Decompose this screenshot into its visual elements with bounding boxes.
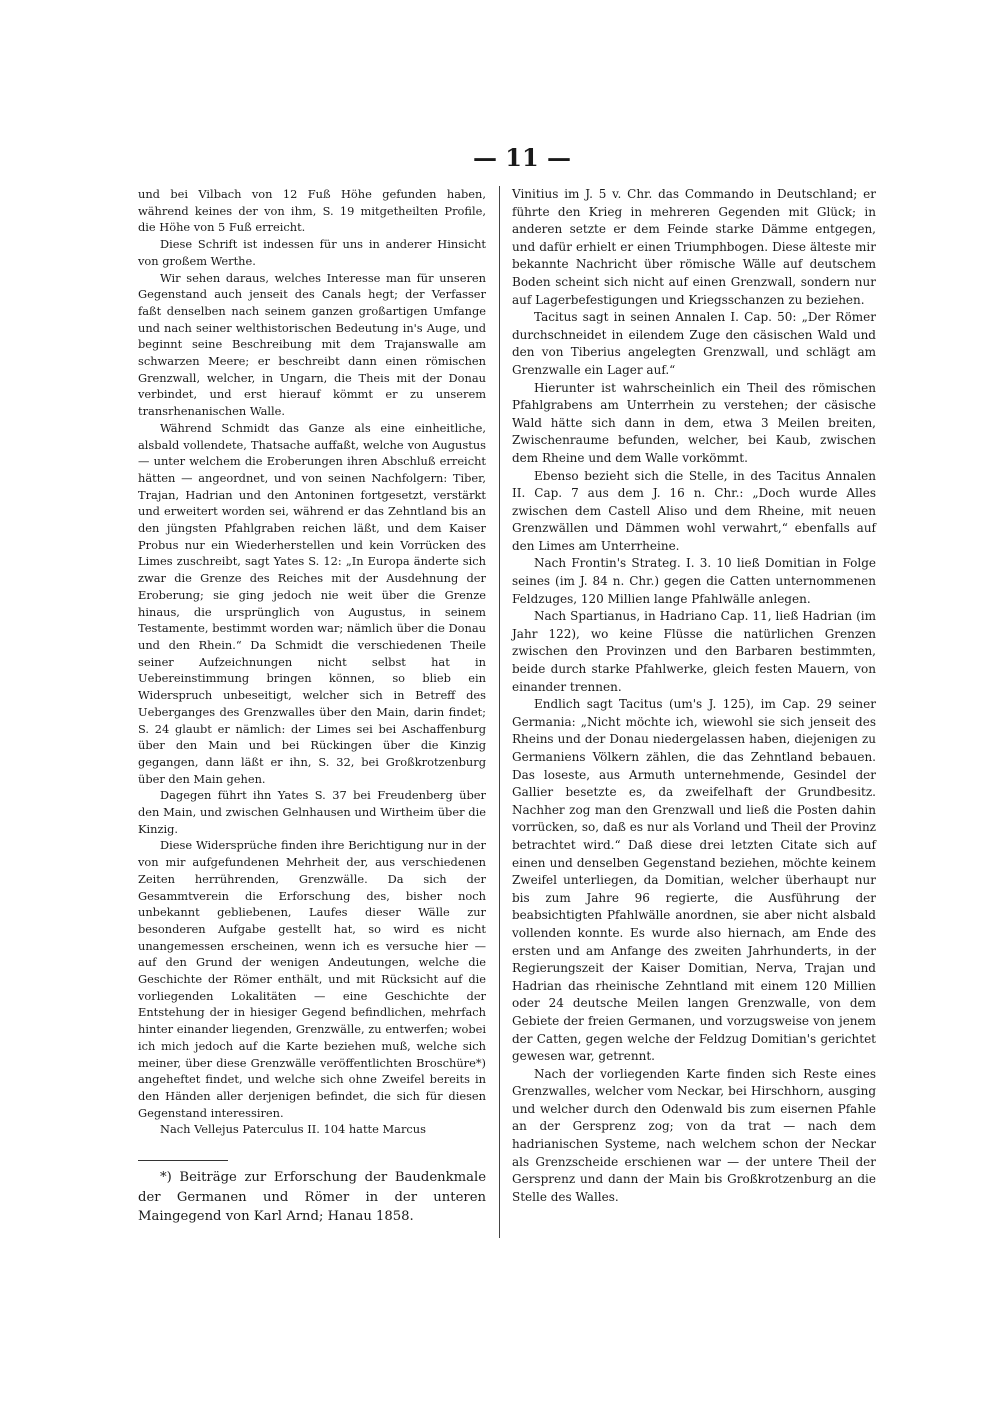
paragraph: Hierunter ist wahrscheinlich ein Theil des römischen Pfahlgrabens am Unterrhein zu verstehen; der cäsische Wald hätte sich dann in dem, etwa 3 Meilen breiten, Zwischenraume befunden, welcher, bei Kaub, zwischen dem Rheine und dem Walle vorkömmt.: [512, 380, 876, 465]
paragraph: Nach Frontin's Strateg. I. 3. 10 ließ Domitian in Folge seines (im J. 84 n. Chr.) gegen die Catten unternommenen Feldzuges, 120 Millien lange Pfahlwälle anlegen.: [512, 556, 876, 606]
paragraph: Ebenso bezieht sich die Stelle, in des Tacitus Annalen II. Cap. 7 aus dem J. 16 n. Chr.: „Doch wurde Alles zwischen dem Castell Aliso und dem Rheine, mit neuen Grenzwällen und Dämmen wohl verwahrt,“ ebenfalls auf den Limes am Unterrheine.: [512, 468, 876, 553]
footnote-rule: [138, 1160, 228, 1161]
paragraph: Vinitius im J. 5 v. Chr. das Commando in Deutschland; er führte den Krieg in mehreren Gegenden mit Glück; in anderen setzte er dem Feinde starke Dämme entgegen, und dafür erhielt er einen Triumphbogen. Diese älteste mir bekannte Nachricht über römische Wälle auf deutschem Boden scheint sich nicht auf einen Grenzwall, sondern nur auf Lagerbefestigungen und Kriegsschanzen zu beziehen.: [512, 187, 876, 307]
right-column: [512, 186, 876, 1206]
column-divider: [499, 186, 500, 1238]
left-column: [138, 186, 486, 1138]
paragraph: Diese Schrift ist indessen für uns in anderer Hinsicht von großem Werthe.: [138, 237, 486, 268]
paragraph: und bei Vilbach von 12 Fuß Höhe gefunden haben, während keines der von ihm, S. 19 mitgetheilten Profile, die Höhe von 5 Fuß erreicht.: [138, 187, 486, 235]
paragraph: Nach Spartianus, in Hadriano Cap. 11, ließ Hadrian (im Jahr 122), wo keine Flüsse die natürlichen Grenzen zwischen den Provinzen und den Barbaren bestimmten, beide durch starke Pfahlwerke, gleich festen Mauern, von einander trennen.: [512, 609, 876, 694]
paragraph: Wir sehen daraus, welches Interesse man für unseren Gegenstand auch jenseit des Canals hegt; der Verfasser faßt denselben nach seinem ganzen großartigen Umfange und nach seiner welthistorischen Bedeutung in's Auge, und beginnt seine Beschreibung mit dem Trajanswalle am schwarzen Meere; er beschreibt dann einen römischen Grenzwall, welcher, in Ungarn, die Theis mit der Donau verbindet, und erst hierauf kömmt er zu unserem transrhenanischen Walle.: [138, 270, 486, 419]
paragraph: Nach Vellejus Paterculus II. 104 hatte Marcus: [160, 1122, 426, 1137]
paragraph: Nach der vorliegenden Karte finden sich Reste eines Grenzwalles, welcher vom Neckar, bei Hirschhorn, ausging und welcher durch den Odenwald bis zum eisernen Pfahle an der Gersprenz zog; von da trat — nach dem hadrianischen Systeme, nach welchem schon der Neckar als Grenzscheide erschienen war — der untere Theil der Gersprenz und dann der Main bis Großkrotzenburg an die Stelle des Walles.: [512, 1066, 876, 1204]
paragraph: Dagegen führt ihn Yates S. 37 bei Freudenberg über den Main, und zwischen Gelnhausen und Wirtheim über die Kinzig.: [138, 788, 486, 836]
paragraph: Tacitus sagt in seinen Annalen I. Cap. 50: „Der Römer durchschneidet in eilendem Zuge den cäsischen Wald und den von Tiberius angelegten Grenzwall, und schlägt am Grenzwalle ein Lager auf.“: [512, 310, 876, 377]
paragraph: Endlich sagt Tacitus (um's J. 125), im Cap. 29 seiner Germania: „Nicht möchte ich, wiewohl sie sich jenseit des Rheins und der Donau niedergelassen haben, diejenigen zu Germaniens Völkern zählen, die das Zehntland bebauen. Das loseste, aus Armuth unternehmende, Gesindel der Gallier besetzte es, da zweifelhaft der Grundbesitz. Nachher zog man den Grenzwall und ließ die Posten dahin vorrücken, so, daß es nur als Vorland und Theil der Provinz betrachtet wird.“ Daß diese drei letzten Citate sich auf einen und denselben Gegenstand beziehen, möchte keinem Zweifel unterliegen, da Domitian, welcher überhaupt nur bis zum Jahre 96 regierte, die Ausführung der beabsichtigten Pfahlwälle anordnen, sie aber nicht alsbald vollenden konnte. Es wurde also hiernach, am Ende des ersten und am Anfange des zweiten Jahrhunderts, in der Regierungszeit der Kaiser Domitian, Nerva, Trajan und Hadrian das rheinische Zehntland mit einem 120 Millien oder 24 deutsche Meilen langen Grenzwalle, von dem Gebiete der freien Germanen, und vorzugsweise von jenem der Catten, gegen welche der Feldzug Domitian's gerichtet gewesen war, getrennt.: [512, 697, 876, 1064]
paragraph: Diese Widersprüche finden ihre Berichtigung nur in der von mir aufgefundenen Mehrheit der, aus verschiedenen Zeiten herrührenden, Grenzwälle. Da sich der Gesammtverein die Erforschung des, bisher noch unbekannt gebliebenen, Laufes dieser Wälle zur besonderen Aufgabe gestellt hat, so wird es nicht unangemessen erscheinen, wenn ich es versuche hier — auf den Grund der wenigen Andeutungen, welche die Geschichte der Römer enthält, und mit Rücksicht auf die vorliegenden Lokalitäten — eine Geschichte der Entstehung der in hiesiger Gegend befindlichen, mehrfach hinter einander liegenden, Grenzwälle, zu entwerfen; wobei ich mich jedoch auf die Karte beziehen muß, welche sich meiner, über diese Grenzwälle veröffentlichten Broschüre*) angeheftet findet, und welche sich ohne Zweifel bereits in den Händen aller derjenigen befindet, die sich für diesen Gegenstand interessiren.: [138, 838, 486, 1120]
footnote: *) Beiträge zur Erforschung der Baudenkmale der Germanen und Römer in der unteren Maingegend von Karl Arnd; Hanau 1858.: [138, 1170, 486, 1224]
paragraph: Während Schmidt das Ganze als eine einheitliche, alsbald vollendete, Thatsache auffaßt, welche von Augustus — unter welchem die Eroberungen ihren Abschluß erreicht hätten — angeordnet, und von seinen Nachfolgern: Tiber, Trajan, Hadrian und den Antoninen fortgesetzt, verstärkt und erweitert worden sei, während er das Zehntland bis an den jüngsten Pfahlgraben reichen läßt, und dem Kaiser Probus nur ein Wiederherstellen und kein Vorrücken des Limes zuschreibt, sagt Yates S. 12: „In Europa änderte sich zwar die Grenze des Reiches mit der Ausdehnung der Eroberung; sie ging jedoch nie weit über die Grenze hinaus, die ursprünglich von Augustus, in seinem Testamente, bestimmt worden war; nämlich über die Donau und den Rhein.“ Da Schmidt die verschiedenen Theile seiner Aufzeichnungen nicht selbst hat in Uebereinstimmung bringen können, so blieb ein Widerspruch unbeseitigt, welcher sich in Betreff des Ueberganges des Grenzwalles über den Main, darin findet; S. 24 glaubt er nämlich: der Limes sei bei Aschaffenburg über den Main und bei Rückingen über die Kinzig gegangen, dann läßt er ihn, S. 32, bei Großkrotzenburg über den Main gehen.: [138, 420, 486, 786]
page-number: — 11 —: [472, 143, 572, 172]
